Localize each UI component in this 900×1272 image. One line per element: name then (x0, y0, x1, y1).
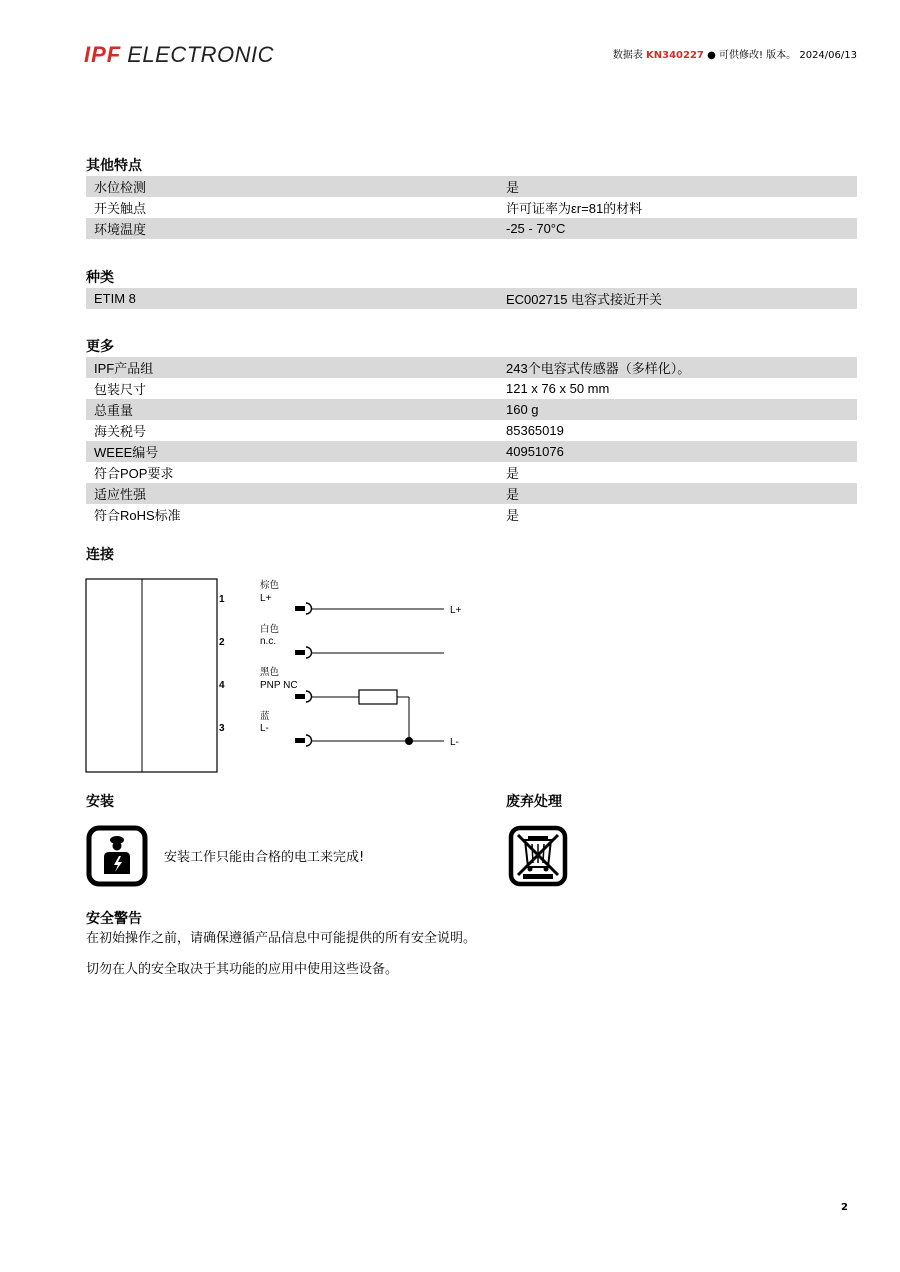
row-value: EC002715 电容式接近开关 (506, 292, 663, 307)
doc-prefix: 数据表 (612, 50, 643, 61)
wire-end-label: L- (450, 737, 459, 748)
wire-signal: n.c. (260, 636, 277, 647)
table-row (86, 399, 857, 420)
wire-signal: L- (260, 723, 269, 734)
wiring-diagram (84, 574, 474, 779)
row-value: 160 g (506, 402, 539, 417)
table-row (86, 288, 857, 309)
install-note: 安装工作只能由合格的电工来完成! (164, 850, 365, 865)
row-key: 开关触点 (94, 201, 147, 216)
table-row (86, 378, 857, 399)
load-resistor (359, 690, 397, 704)
row-value: 是 (506, 180, 520, 195)
row-value: 是 (506, 487, 520, 502)
wire-color: 棕色 (260, 580, 280, 591)
section-title-safety: 安全警告 (86, 911, 142, 927)
connector-socket (306, 691, 312, 702)
table-row (86, 441, 857, 462)
pin-number: 3 (219, 723, 225, 734)
row-value: 243个电容式传感器（多样化）。 (506, 361, 691, 376)
connector-socket (306, 735, 312, 746)
connector-socket (306, 647, 312, 658)
table-row (86, 420, 857, 441)
table-kind (86, 288, 857, 309)
row-value: 许可证率为εr=81的材料 (506, 201, 643, 216)
wire-3 (219, 710, 459, 748)
table-other (86, 176, 857, 239)
section-title-connection: 连接 (86, 547, 114, 563)
wire-2 (219, 623, 444, 658)
doc-suffix: ● 可供修改! 版本。 2024/06/13 (707, 50, 857, 61)
row-key: WEEE编号 (94, 445, 159, 460)
connector-pin (295, 738, 305, 743)
table-row (86, 176, 857, 197)
connector-pin (295, 606, 305, 611)
wire-color: 蓝 (260, 711, 270, 722)
connector-pin (295, 650, 305, 655)
table-row (86, 462, 857, 483)
weee-crossed-bin-icon (508, 825, 568, 887)
sensor-body (86, 579, 217, 772)
wire-color: 白色 (260, 624, 280, 635)
connector-pin (295, 694, 305, 699)
row-key: 符合RoHS标准 (94, 508, 181, 523)
electrician-icon (86, 825, 148, 887)
section-title-other: 其他特点 (86, 158, 142, 174)
connector-socket (306, 603, 312, 614)
wire-color: 黑色 (260, 667, 280, 678)
doc-code: KN340227 (646, 50, 704, 61)
row-value: 是 (506, 466, 520, 481)
logo-text: ELECTRONIC (127, 42, 275, 67)
safety-paragraph-1: 在初始操作之前，请确保遵循产品信息中可能提供的所有安全说明。 (86, 931, 477, 946)
page-number: 2 (841, 1202, 848, 1213)
logo-brand: IPF (84, 42, 122, 67)
safety-paragraph-2: 切勿在人的安全取决于其功能的应用中使用这些设备。 (86, 962, 399, 977)
pin-number: 2 (219, 637, 225, 648)
wire-signal: PNP NC (260, 680, 298, 691)
row-value: -25 - 70°C (506, 221, 566, 236)
wire-4 (219, 666, 409, 741)
row-key: 海关税号 (94, 424, 147, 439)
pin-number: 4 (219, 680, 225, 691)
row-value: 40951076 (506, 444, 564, 459)
row-key: 符合POP要求 (94, 466, 174, 481)
section-title-kind: 种类 (86, 270, 114, 286)
row-key: 环境温度 (94, 222, 147, 237)
row-value: 85365019 (506, 423, 564, 438)
table-more (86, 357, 857, 525)
junction-dot (405, 737, 413, 745)
row-key: 水位检测 (94, 180, 147, 195)
row-value: 121 x 76 x 50 mm (506, 381, 610, 396)
table-row (86, 218, 857, 239)
section-title-install: 安装 (86, 794, 114, 810)
section-title-disposal: 废弃处理 (506, 794, 562, 810)
section-title-more: 更多 (86, 339, 114, 355)
wire-signal: L+ (260, 593, 272, 604)
wire-end-label: L+ (450, 605, 462, 616)
pin-number: 1 (219, 594, 225, 605)
table-row (86, 504, 857, 525)
row-value: 是 (506, 508, 520, 523)
company-logo (84, 42, 274, 70)
row-key: 适应性强 (94, 487, 147, 502)
table-row (86, 197, 857, 218)
row-key: ETIM 8 (94, 291, 136, 306)
row-key: 包装尺寸 (94, 382, 147, 397)
table-row (86, 357, 857, 378)
document-header-info (613, 46, 857, 61)
row-key: IPF产品组 (94, 361, 154, 376)
row-key: 总重量 (94, 403, 134, 418)
wire-1 (219, 579, 462, 616)
table-row (86, 483, 857, 504)
